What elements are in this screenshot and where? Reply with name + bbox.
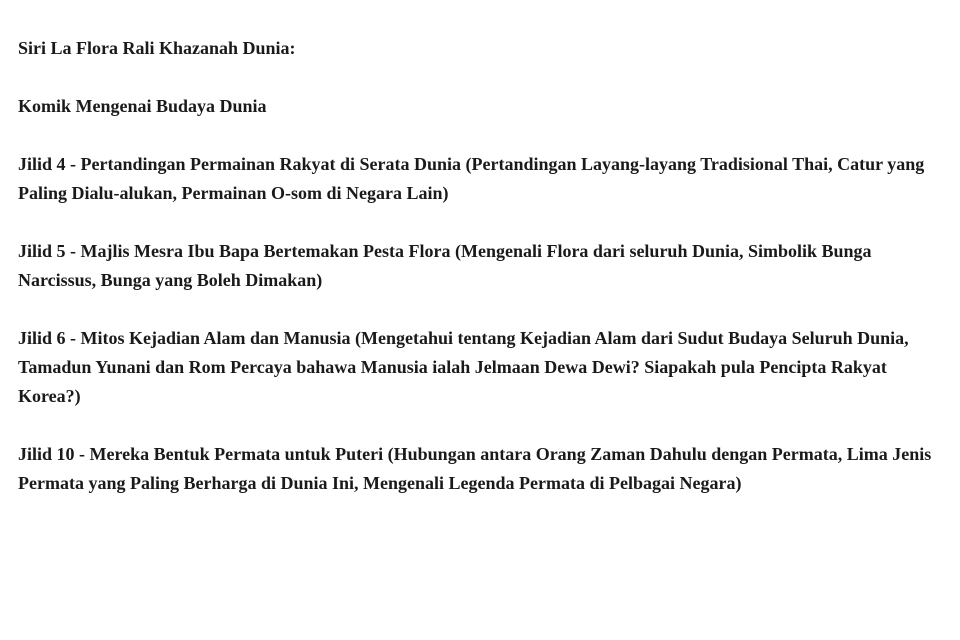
- series-subtitle: Komik Mengenai Budaya Dunia: [18, 96, 267, 116]
- volume-5-entry: Jilid 5 - Majlis Mesra Ibu Bapa Bertemakan Pesta Flora (Mengenali Flora dari seluruh Dunia, Simbolik Bunga Narcissus, Bunga yang Boleh Dimakan): [18, 241, 872, 290]
- series-title: Siri La Flora Rali Khazanah Dunia:: [18, 38, 296, 58]
- volume-10-entry: Jilid 10 - Mereka Bentuk Permata untuk Puteri (Hubungan antara Orang Zaman Dahulu dengan Permata, Lima Jenis Permata yang Paling Berharga di Dunia Ini, Mengenali Legenda Permata di Pelbagai Negara): [18, 444, 932, 493]
- volume-4-entry: Jilid 4 - Pertandingan Permainan Rakyat di Serata Dunia (Pertandingan Layang-layang Tradisional Thai, Catur yang Paling Dialu-alukan, Permainan O-som di Negara Lain): [18, 154, 925, 203]
- volume-6-entry: Jilid 6 - Mitos Kejadian Alam dan Manusia (Mengetahui tentang Kejadian Alam dari Sudut Budaya Seluruh Dunia, Tamadun Yunani dan Rom Percaya bahawa Manusia ialah Jelmaan Dewa Dewi? Siapakah pula Pencipta Rakyat Korea?): [18, 328, 909, 406]
